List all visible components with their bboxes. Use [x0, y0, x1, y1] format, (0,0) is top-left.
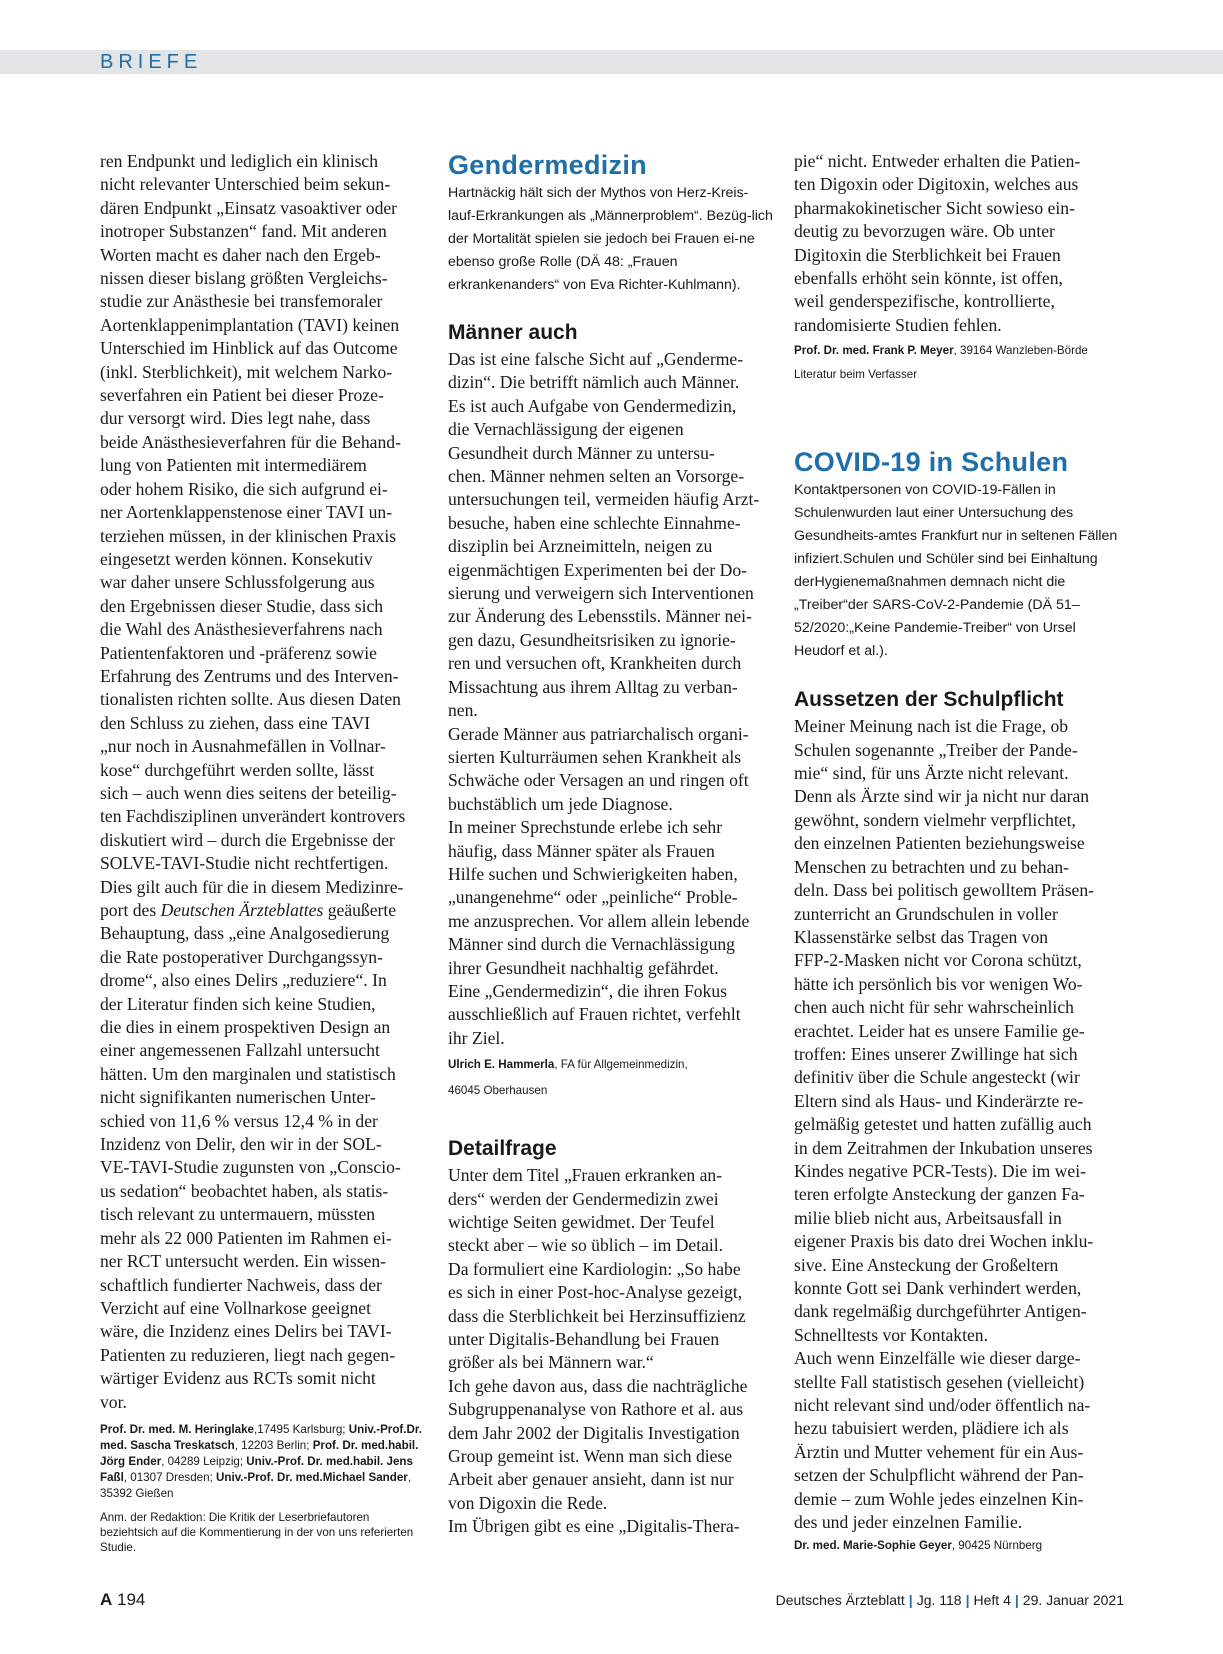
text-line: Gerade Männer aus patriarchalisch organi-	[448, 723, 749, 744]
column-3	[794, 150, 1124, 1556]
lead-line: Hygienemaßnahmen demnach nicht die „Treiber“	[794, 574, 1066, 614]
text-line: troffen: Eines unserer Zwillinge hat sich	[794, 1043, 1078, 1064]
text-line: Group gemeint ist. Wenn man sich diese	[448, 1446, 733, 1467]
lead-line: lich der Mortalität spielen sie jedoch bei Frauen ei-	[448, 208, 773, 247]
letter-text-schulpflicht	[794, 715, 1124, 1534]
journal-footer: Deutsches Ärzteblatt | Jg. 118 | Heft 4 | 29. Januar 2021	[775, 1592, 1124, 1608]
text-line: me anzusprechen. Vor allem allein lebende	[448, 910, 750, 931]
text-line: Menschen zu betrachten und zu behan-	[794, 856, 1070, 877]
letter-heading-detailfrage: Detailfrage	[448, 1137, 557, 1161]
text-line: buchstäblich um jede Diagnose.	[448, 793, 673, 814]
text-line: untersuchungen teil, vermeiden häufig Arzt-	[448, 489, 760, 510]
text-line: Auch wenn Einzelfälle wie dieser darge-	[794, 1348, 1081, 1369]
letter-heading-schulpflicht: Aussetzen der Schulpflicht	[794, 688, 1064, 712]
text-line: sich – auch wenn dies seitens der beteilig-	[100, 782, 397, 803]
text-line: größer als bei Männern war.“	[448, 1352, 654, 1373]
text-line: „nur noch in Ausnahmefällen in Vollnar-	[100, 736, 386, 757]
text-line: drome“, also eines Delirs „reduziere“. In	[100, 970, 387, 991]
signature-line: habil. Jörg Ender, 04289 Leipzig; Univ.-Prof. Dr. med.	[100, 1438, 419, 1468]
text-line: hezu tabuisiert werden, plädiere ich als	[794, 1418, 1069, 1439]
text-line: sierten Kulturräumen sehen Krankheit als	[448, 746, 742, 767]
text-line: weil genderspezifische, kontrollierte,	[794, 291, 1055, 312]
text-line: randomisierte Studien fehlen.	[794, 314, 1002, 335]
text-line: definitiv über die Schule angesteckt (wir	[794, 1067, 1080, 1088]
lead-line: Kontaktpersonen von COVID-19-Fällen in Schulen	[794, 482, 1056, 522]
text-line: Aortenklappenimplantation (TAVI) keinen	[100, 314, 400, 335]
text-line: inotroper Substanzen“ fand. Mit anderen	[100, 221, 387, 242]
text-line: Verzicht auf eine Vollnarkose geeignet	[100, 1297, 371, 1318]
text-line: tisch relevant zu untermauern, müssten	[100, 1204, 376, 1225]
text-line: VE-TAVI-Studie zugunsten von „Conscio-	[100, 1157, 401, 1178]
text-line: den einzelnen Patienten beziehungsweise	[794, 833, 1085, 854]
letter-text-detailfrage-continued	[794, 150, 1124, 337]
letter-continuation-text	[100, 150, 430, 1414]
text-line: Ich gehe davon aus, dass die nachträgliche	[448, 1375, 748, 1396]
text-line: ren Endpunkt und lediglich ein klinisch	[100, 151, 379, 171]
signature-name: Ulrich E. Hammerla	[448, 1058, 555, 1072]
text-line: dass die Sterblichkeit bei Herzinsuffizienz	[448, 1305, 746, 1326]
editorial-note	[100, 1510, 430, 1555]
text-line: Digitoxin die Sterblichkeit bei Frauen	[794, 244, 1061, 265]
lead-line: amtes Frankfurt nur in seltenen Fällen infiziert.	[794, 528, 1118, 568]
text-line: ner RCT untersucht werden. Ein wissen-	[100, 1251, 387, 1272]
text-line: pharmakokinetischer Sicht sowieso ein-	[794, 197, 1075, 218]
text-line: vor.	[100, 1391, 127, 1412]
text-line: einer angemessenen Fallzahl untersucht	[100, 1040, 380, 1061]
text-line: nicht relevant sind und/oder öffentlich na-	[794, 1395, 1091, 1416]
text-line: ders“ werden der Gendermedizin zwei	[448, 1188, 719, 1209]
text-line: deln. Dass bei politisch gewolltem Präsen-	[794, 880, 1095, 901]
signature-location: , 90425 Nürnberg	[951, 1539, 1043, 1553]
lead-line: lauf-Erkrankungen als „Männerproblem“. Bezüg-	[448, 208, 752, 224]
text-line: eingesetzt werden können. Konsekutiv	[100, 548, 373, 569]
text-line: deutig zu bevorzugen wäre. Ob unter	[794, 221, 1055, 242]
text-line: des und jeder einzelnen Familie.	[794, 1512, 1023, 1533]
text-line: us sedation“ beobachtet haben, als statis-	[100, 1180, 389, 1201]
text-line: konnte Gott sei Dank verhindert werden,	[794, 1278, 1082, 1298]
text-line: port des Deutschen Ärzteblattes geäußerte	[100, 900, 397, 920]
text-line: In meiner Sprechstunde erlebe ich sehr	[448, 817, 723, 838]
text-line: gewöhnt, sondern vielmehr verpflichtet,	[794, 809, 1076, 830]
text-line: sierung und verweigern sich Interventionen	[448, 583, 754, 604]
column-2	[448, 150, 775, 1539]
text-line: Kindes negative PCR-Tests). Die im wei-	[794, 1160, 1086, 1181]
text-line: den Ergebnissen dieser Studie, dass sich	[100, 595, 384, 616]
text-line: wichtige Seiten gewidmet. Der Teufel	[448, 1212, 715, 1232]
text-line: Erfahrung des Zentrums und des Interven-	[100, 665, 399, 686]
text-line: (inkl. Sterblichkeit), mit welchem Narko-	[100, 361, 393, 382]
signature-location: , 39164 Wanzleben-Börde	[953, 344, 1088, 358]
text-line: es sich in einer Post-hoc-Analyse gezeigt,	[448, 1282, 743, 1303]
text-line: dank regelmäßig durchgeführter Antigen-	[794, 1301, 1087, 1322]
text-line: mie“ sind, für uns Ärzte nicht relevant.	[794, 763, 1069, 784]
text-line: dizin“. Die betrifft nämlich auch Männer.	[448, 372, 740, 393]
text-line: dur versorgt wird. Dies legt nahe, dass	[100, 408, 371, 429]
text-line: Es ist auch Aufgabe von Gendermedizin,	[448, 395, 737, 416]
text-line: Unter dem Titel „Frauen erkranken an-	[448, 1165, 723, 1186]
column-1	[100, 150, 430, 1555]
text-line: der Literatur finden sich keine Studien,	[100, 993, 376, 1014]
text-line: nen.	[448, 700, 478, 721]
text-line: die dies in einem prospektiven Design an	[100, 1017, 391, 1038]
text-line: demie – zum Wohle jedes einzelnen Kin-	[794, 1488, 1084, 1509]
text-line: wärtiger Evidenz aus RCTs somit nicht	[100, 1368, 376, 1389]
text-line: lung von Patienten mit intermediärem	[100, 455, 367, 476]
text-line: schied von 11,6 % versus 12,4 % in der	[100, 1110, 378, 1131]
text-line: steckt aber – wie so üblich – im Detail.	[448, 1235, 724, 1256]
signature-line: Dr. med. Sascha Treskatsch, 12203 Berlin; Prof. Dr. med.	[100, 1422, 422, 1452]
text-line: unter Digitalis-Behandlung bei Frauen	[448, 1329, 720, 1350]
signature-line: habil. Jens Faßl, 01307 Dresden; Univ.-Prof. Dr. med.	[100, 1454, 413, 1484]
text-line: gen dazu, Gesundheitsrisiken zu ignorie-	[448, 629, 736, 650]
lead-line: der SARS-CoV-2-Pandemie (DÄ 51–52/2020:	[794, 597, 1080, 637]
letter-signature	[100, 1422, 430, 1502]
lead-line: Schulen und Schüler sind bei Einhaltung der	[794, 551, 1098, 591]
signature-name: Prof. Dr. med. Frank P. Meyer	[794, 344, 954, 358]
text-line: Worten macht es daher nach den Ergeb-	[100, 244, 381, 265]
text-line: zur Änderung des Lebensstils. Männer nei-	[448, 606, 752, 627]
topic-lead-covid	[794, 479, 1124, 663]
letter-signature-hammerla	[448, 1052, 775, 1104]
text-line: häufig, dass Männer später als Frauen	[448, 840, 715, 861]
text-line: Meiner Meinung nach ist die Frage, ob	[794, 716, 1069, 737]
text-line: Im Übrigen gibt es eine „Digitalis-Thera-	[448, 1516, 740, 1537]
text-line: ausschließlich auf Frauen richtet, verfehlt	[448, 1004, 741, 1025]
text-line: nissen dieser bislang größten Vergleichs-	[100, 268, 388, 289]
text-line: kose“ durchgeführt werden sollte, lässt	[100, 759, 375, 780]
lead-line: wurden laut einer Untersuchung des Gesundheits-	[794, 505, 1074, 545]
letter-text-detailfrage	[448, 1164, 775, 1539]
text-line: dären Endpunkt „Einsatz vasoaktiver oder	[100, 197, 398, 218]
lead-line: ne ebenso große Rolle (DÄ 48: „Frauen erkranken	[448, 231, 755, 293]
signature-line: Michael Sander, 35392 Gießen	[100, 1470, 412, 1500]
text-line: von Digoxin die Rede.	[448, 1492, 608, 1513]
text-line: Subgruppenanalyse von Rathore et al. aus	[448, 1399, 744, 1420]
text-line: Dies gilt auch für die in diesem Medizinre-	[100, 876, 404, 897]
lead-line: „Keine Pandemie-Treiber“ von Ursel Heudorf et al.).	[794, 620, 1076, 660]
text-line: chen auch nicht für sehr wahrscheinlich	[794, 997, 1074, 1018]
text-line: gelmäßig getestet und hatten zufällig auch	[794, 1114, 1092, 1135]
text-line: FFP-2-Masken nicht vor Corona schützt,	[794, 950, 1082, 971]
text-line: Eine „Gendermedizin“, die ihren Fokus	[448, 980, 727, 1001]
literature-note: Literatur beim Verfasser	[794, 368, 918, 382]
text-line: erachtet. Leider hat es unsere Familie ge-	[794, 1020, 1085, 1041]
text-line: diskutiert wird – durch die Ergebnisse der	[100, 829, 395, 850]
lead-line: anders“ von Eva Richter-Kuhlmann).	[511, 277, 741, 293]
text-line: in dem Zeitrahmen der Inkubation unseres	[794, 1137, 1093, 1158]
text-line: ner Aortenklappenstenose einer TAVI un-	[100, 502, 393, 523]
text-line: Unterschied im Hinblick auf das Outcome	[100, 338, 398, 359]
text-line: SOLVE-TAVI-Studie nicht rechtfertigen.	[100, 853, 389, 874]
page-number	[100, 1590, 145, 1610]
text-line: ebenfalls erhöht sein könnte, ist offen,	[794, 268, 1063, 289]
text-line: milie blieb nicht aus, Arbeitsausfall in	[794, 1207, 1062, 1228]
text-line: ihr Ziel.	[448, 1027, 505, 1048]
text-line: hätte ich persönlich bis vor wenigen Wo-	[794, 973, 1083, 994]
text-line: hätten. Um den marginalen und statistisch	[100, 1063, 396, 1084]
text-line: severfahren ein Patient bei dieser Proze-	[100, 385, 384, 406]
topic-title-gendermedizin: Gendermedizin	[448, 150, 647, 180]
text-line: Eltern sind als Haus- und Kinderärzte re-	[794, 1090, 1084, 1111]
text-line: oder hohem Risiko, die sich aufgrund ei-	[100, 478, 388, 499]
text-line: terziehen müssen, in der klinischen Praxis	[100, 525, 397, 546]
text-line: chen. Männer nehmen selten an Vorsorge-	[448, 466, 745, 487]
text-line: war daher unsere Schlussfolgerung aus	[100, 572, 375, 593]
letter-signature-geyer	[794, 1536, 1124, 1556]
text-line: ihrer Gesundheit nachhaltig gefährdet.	[448, 957, 719, 978]
letter-text-maenner-auch	[448, 348, 775, 1050]
signature-affiliation: , FA für Allgemeinmedizin,	[554, 1058, 688, 1072]
text-line: ren und versuchen oft, Krankheiten durch	[448, 653, 742, 674]
signature-name: Dr. med. Marie-Sophie Geyer	[794, 1539, 952, 1553]
text-line: eigener Praxis bis dato drei Wochen inklu-	[794, 1231, 1094, 1252]
text-line: wäre, die Inzidenz eines Delirs bei TAVI-	[100, 1321, 392, 1342]
text-line: studie zur Anästhesie bei transfemoraler	[100, 291, 383, 312]
text-line: Arbeit aber genauer ansieht, dann ist nur	[448, 1469, 734, 1490]
text-line: Behauptung, dass „eine Analgosedierung	[100, 923, 390, 944]
text-line: Ärztin und Mutter vehement für ein Aus-	[794, 1441, 1084, 1462]
text-line: schaftlich fundierter Nachweis, dass der	[100, 1274, 382, 1295]
text-line: beide Anästhesieverfahren für die Behand-	[100, 431, 401, 452]
text-line: Schnelltests vor Kontakten.	[794, 1324, 988, 1345]
letter-signature-meyer	[794, 339, 1124, 387]
text-line: „unangenehme“ oder „peinliche“ Proble-	[448, 887, 738, 908]
note-line: sich auf die Kommentierung in der von uns referierten Studie.	[100, 1525, 414, 1554]
text-line: ten Digoxin oder Digitoxin, welches aus	[794, 174, 1079, 195]
text-line: Klassenstärke selbst das Tragen von	[794, 926, 1049, 947]
section-label: BRIEFE	[100, 51, 203, 73]
page-prefix: A	[100, 1590, 113, 1609]
text-line: sive. Eine Ansteckung der Großeltern	[794, 1254, 1059, 1275]
text-line: mehr als 22 000 Patienten im Rahmen ei-	[100, 1227, 392, 1248]
topic-title-covid: COVID-19 in Schulen	[794, 447, 1069, 478]
text-line: stellte Fall statistisch gesehen (vielleicht)	[794, 1371, 1085, 1392]
text-line: besuche, haben eine schlechte Einnahme-	[448, 512, 741, 533]
text-line: Schwäche oder Versagen an und ringen oft	[448, 770, 749, 791]
text-line: die Wahl des Anästhesieverfahrens nach	[100, 619, 383, 640]
page-number-value: 194	[117, 1590, 146, 1609]
text-line: Da formuliert eine Kardiologin: „So habe	[448, 1258, 741, 1279]
topic-lead-gendermedizin	[448, 182, 775, 297]
text-line: Patienten zu reduzieren, liegt nach gegen-	[100, 1344, 396, 1365]
text-line: Denn als Ärzte sind wir ja nicht nur daran	[794, 786, 1090, 807]
text-line: nicht relevanter Unterschied beim sekun-	[100, 174, 391, 195]
text-line: Das ist eine falsche Sicht auf „Genderme-	[448, 349, 744, 369]
journal-name: Deutsches Ärzteblatt	[775, 1592, 905, 1608]
text-line: eigenmächtigen Experimenten bei der Do-	[448, 559, 747, 580]
text-line: die Rate postoperativer Durchgangssyn-	[100, 946, 383, 967]
text-line: pie“ nicht. Entweder erhalten die Patien-	[794, 151, 1081, 171]
journal-issue: Heft 4	[973, 1592, 1011, 1608]
journal-volume: Jg. 118	[916, 1592, 962, 1608]
text-line: Hilfe suchen und Schwierigkeiten haben,	[448, 863, 738, 884]
note-line: Anm. der Redaktion: Die Kritik der Leserbriefautoren bezieht	[100, 1510, 370, 1539]
text-line: Männer sind durch die Vernachlässigung	[448, 934, 735, 955]
text-line: ten Fachdisziplinen unverändert kontrovers	[100, 806, 406, 827]
text-line: dem Jahr 2002 der Digitalis Investigation	[448, 1422, 740, 1443]
text-line: teren erfolgte Ansteckung der ganzen Fa-	[794, 1184, 1085, 1205]
text-line: Gesundheit durch Männer zu untersu-	[448, 442, 715, 463]
signature-location: 46045 Oberhausen	[448, 1084, 548, 1098]
text-line: tionalisten richten sollte. Aus diesen Daten	[100, 689, 401, 710]
text-line: die Vernachlässigung der eigenen	[448, 419, 684, 440]
text-line: Inzidenz von Delir, den wir in der SOL-	[100, 1134, 382, 1155]
text-line: Missachtung aus ihrem Alltag zu verban-	[448, 676, 738, 697]
text-line: den Schluss zu ziehen, dass eine TAVI	[100, 712, 371, 733]
text-line: setzen der Schulpflicht während der Pan-	[794, 1465, 1084, 1486]
text-line: Patientenfaktoren und -präferenz sowie	[100, 642, 377, 663]
text-line: Schulen sogenannte „Treiber der Pande-	[794, 739, 1078, 760]
text-line: nicht signifikanten numerischen Unter-	[100, 1087, 376, 1108]
signature-line: Prof. Dr. med. M. Heringlake,17495 Karlsburg; Univ.-Prof.	[100, 1422, 407, 1436]
lead-line: Hartnäckig hält sich der Mythos von Herz-Kreis-	[448, 185, 749, 201]
text-line: zunterricht an Grundschulen in voller	[794, 903, 1058, 924]
journal-date: 29. Januar 2021	[1022, 1592, 1124, 1608]
text-line: disziplin bei Arzneimitteln, neigen zu	[448, 536, 713, 557]
letter-heading-maenner-auch: Männer auch	[448, 321, 578, 344]
